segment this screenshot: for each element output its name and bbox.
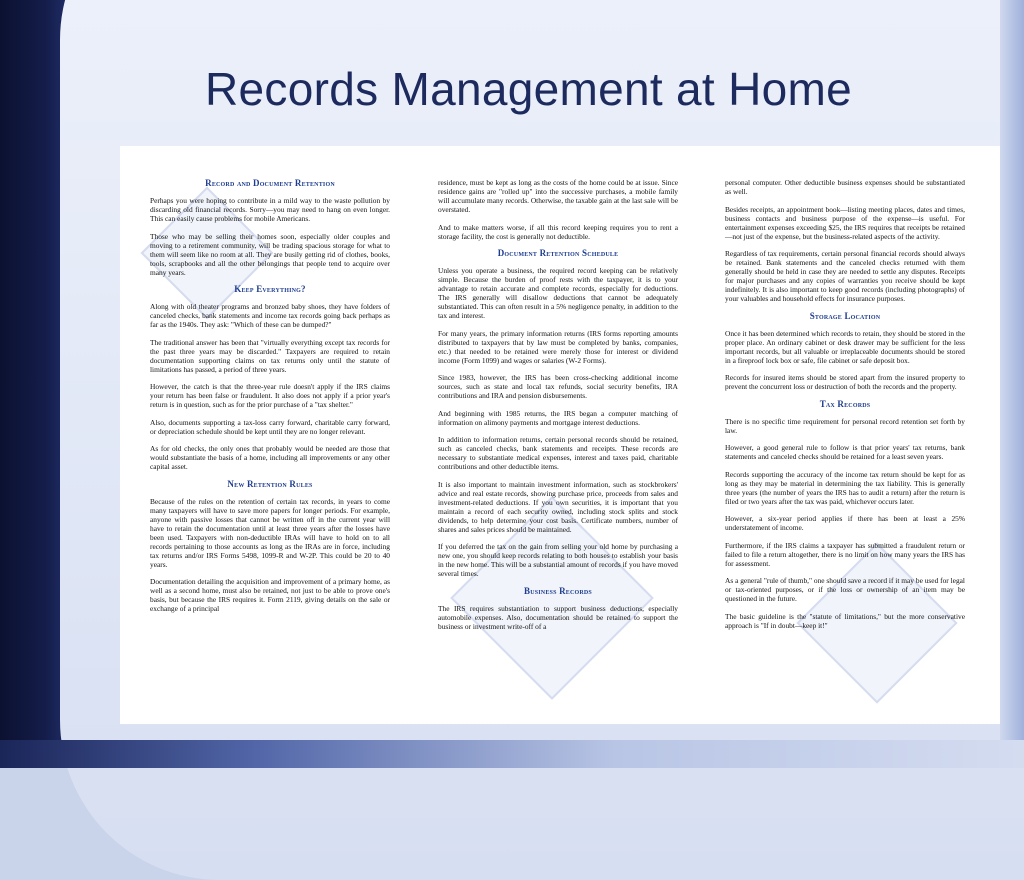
- paragraph: For many years, the primary information returns (IRS forms reporting amounts distributed to taxpayers that by law must be completed by banks, companies, etc.) that needed to be retained were merely those for interest or dividend income (Form 1099) and wages or salaries (W-2 Forms).: [438, 328, 678, 365]
- paragraph: And to make matters worse, if all this record keeping requires you to rent a storage facility, the cost is generally not deductible.: [438, 222, 678, 241]
- paragraph: Since 1983, however, the IRS has been cross-checking additional income sources, such as state and local tax refunds, social security benefits, IRA contributions and IRA and pension disbursements.: [438, 373, 678, 400]
- paragraph: residence, must be kept as long as the costs of the home could be at issue. Since residence gains are "rolled up" into the successive purchases, a mobile family will accumulate many records. Otherwise, the taxable gain at the last sale will be overstated.: [438, 178, 678, 214]
- section-heading: Tax Records: [819, 398, 871, 409]
- paragraph: As for old checks, the only ones that probably would be needed are those that would substantiate the basis of a home, including all improvements or any other capital asset.: [150, 444, 390, 471]
- section-heading: Keep Everything?: [234, 284, 306, 294]
- paragraph: If you deferred the tax on the gain from selling your old home by purchasing a new one, you should keep records relating to both houses to establish your basis in the new home. This will be a substantial amount of records if you have moved several times.: [438, 542, 678, 578]
- paragraph: Unless you operate a business, the required record keeping can be relatively simple. Because the burden of proof rests with the taxpayer, it is to your advantage to retain accurate and complete records, especially for deductions. The IRS generally will disallow deductions that cannot be adequately substantiated. This can often result in a 5% negligence penalty, in addition to the tax and interest.: [438, 266, 678, 320]
- paragraph: Once it has been determined which records to retain, they should be stored in the proper place. An ordinary cabinet or desk drawer may be sufficient for the less important records, but all valuable or irreplaceable documents should be stored in a fireproof lock box or safe, file cabinet or safe deposit box.: [725, 328, 965, 365]
- section-heading: New Retention Rules: [227, 478, 313, 489]
- paragraph: As a general "rule of thumb," one should save a record if it may be used for legal or tax-oriented purposes, or if the loss or ownership of an item may be questioned in the future.: [725, 576, 965, 603]
- paragraph: Those who may be selling their homes soon, especially older couples and moving to a retirement community, will be trading spacious storage for what to them will seem like no room at all. They are busily getting rid of clothes, books, tools, scrapbooks and all the other belongings that people tend to acquire over many years.: [150, 231, 390, 277]
- slide-title: Records Management at Home: [205, 63, 852, 115]
- paragraph: The traditional answer has been that "virtually everything except tax records for the past three years may be discarded." Taxpayers are required to retain documentation supporting claims on tax returns only until the statute of limitations has passed, a period of three years.: [150, 337, 390, 374]
- paragraph: Along with old theater programs and bronzed baby shoes, they have folders of canceled checks, bank statements and income tax records going back perhaps as far as the 1940s. They ask: "Which of these can be dumped?": [150, 302, 390, 329]
- paragraph: Regardless of tax requirements, certain personal financial records should always be retained. Bank statements and the canceled checks returned with them generally should be held in case they are needed to settle any disputes. Receipts for major purchases and any copies of warranties you receive should be kept indefinitely. It is also important to keep good records (including photographs) of your valuables and household effects for insurance purposes.: [725, 249, 965, 303]
- paragraph: Furthermore, if the IRS claims a taxpayer has submitted a fraudulent return or failed to file a return altogether, there is no limit on how many years the IRS has for assessment.: [725, 540, 965, 568]
- section-heading: Record and Document Retention: [205, 178, 335, 188]
- paragraph: It is also important to maintain investment information, such as stockbrokers' advice and real estate records, showing purchase price, proceeds from sales and investment-related deductions. If you own securities, it is important that you maintain a record of each security owned, including stock splits and stock dividends, to help determine your cost basis. Certificate numbers, number of shares and sales prices should be maintained.: [438, 479, 678, 534]
- slide-background-bottom: [0, 740, 1024, 768]
- paragraph: And beginning with 1985 returns, the IRS began a computer matching of information on alimony payments and mortgage interest deductions.: [438, 408, 678, 427]
- paragraph: The basic guideline is the "statute of limitations," but the more conservative approach is "If in doubt—keep it!": [725, 611, 965, 630]
- paragraph: Perhaps you were hoping to contribute in a mild way to the waste pollution by discarding old financial records. Sorry—you may need to hang on even longer. This can easily cause problems for mobile Americans.: [150, 196, 390, 223]
- paragraph: However, the catch is that the three-year rule doesn't apply if the IRS claims your return has been false or fraudulent. It also does not apply if a prior year's return is in question, such as for the prior purchase of a "tax shelter.": [150, 382, 390, 409]
- paragraph: However, a six-year period applies if there has been at least a 25% understatement of income.: [725, 514, 965, 532]
- paragraph: Records for insured items should be stored apart from the insured property to prevent the concurrent loss or destruction of both the records and the property.: [725, 373, 965, 391]
- paragraph: The IRS requires substantiation to support business deductions, especially automobile expenses. Also, documentation should be retained to support the business or investment write-off of a: [438, 603, 678, 631]
- paragraph: Besides receipts, an appointment book—listing meeting places, dates and times, business contacts and business purpose of the expense—is useful. For entertainment expenses exceeding $25, the IRS requires that receipts be retained—not just of the expense, but the business-related aspects of the activity.: [725, 204, 965, 241]
- paragraph: personal computer. Other deductible business expenses should be substantiated as well.: [725, 178, 965, 196]
- paragraph: There is no specific time requirement for personal record retention set forth by law.: [725, 416, 965, 435]
- section-heading: Document Retention Schedule: [497, 248, 619, 258]
- slide-background-right: [1000, 0, 1024, 768]
- document-column-3: [725, 178, 965, 638]
- section-heading: Business Records: [524, 585, 592, 596]
- paragraph: Because of the rules on the retention of certain tax records, in years to come many taxpayers will have to save more papers for longer periods. For example, anyone with passive losses that cannot be written off in the current year will have to retain the documentation until at least three years after the losses have been used. Taxpayers with non-deductible IRAs will have to hold on to all records pertaining to those accounts as long as the IRAs are in force, including tax returns and/or IRS Forms 5498, 1099-R and W-2P. This could be 20 to 40 years.: [150, 496, 390, 569]
- paragraph: Also, documents supporting a tax-loss carry forward, charitable carry forward, or depreciation schedule should be kept until they are no longer relevant.: [150, 417, 390, 436]
- paragraph: Documentation detailing the acquisition and improvement of a primary home, as well as a second home, must also be retained, not just to be able to prove one's basis, but because the IRS requires it. Form 2119, giving details on the sale or exchange of a principal: [150, 577, 390, 613]
- paragraph: In addition to information returns, certain personal records should be retained, such as canceled checks, bank statements and receipts. These records are necessary to substantiate medical expenses, interest and taxes paid, charitable contributions and other deductible items.: [438, 435, 678, 471]
- document-column-1: [150, 176, 390, 622]
- document-image: [120, 146, 1000, 724]
- paragraph: Records supporting the accuracy of the income tax return should be kept for as long as they may be material in determining the tax liability. This is generally three years (the number of years the IRS has to audit a return) after the return is filed or two years after the tax was paid, whichever occurs later.: [725, 469, 965, 506]
- document-column-2: [438, 178, 678, 639]
- paragraph: However, a good general rule to follow is that prior years' tax returns, bank statements and canceled checks should be retained for a least seven years.: [725, 443, 965, 461]
- section-heading: Storage Location: [809, 310, 881, 321]
